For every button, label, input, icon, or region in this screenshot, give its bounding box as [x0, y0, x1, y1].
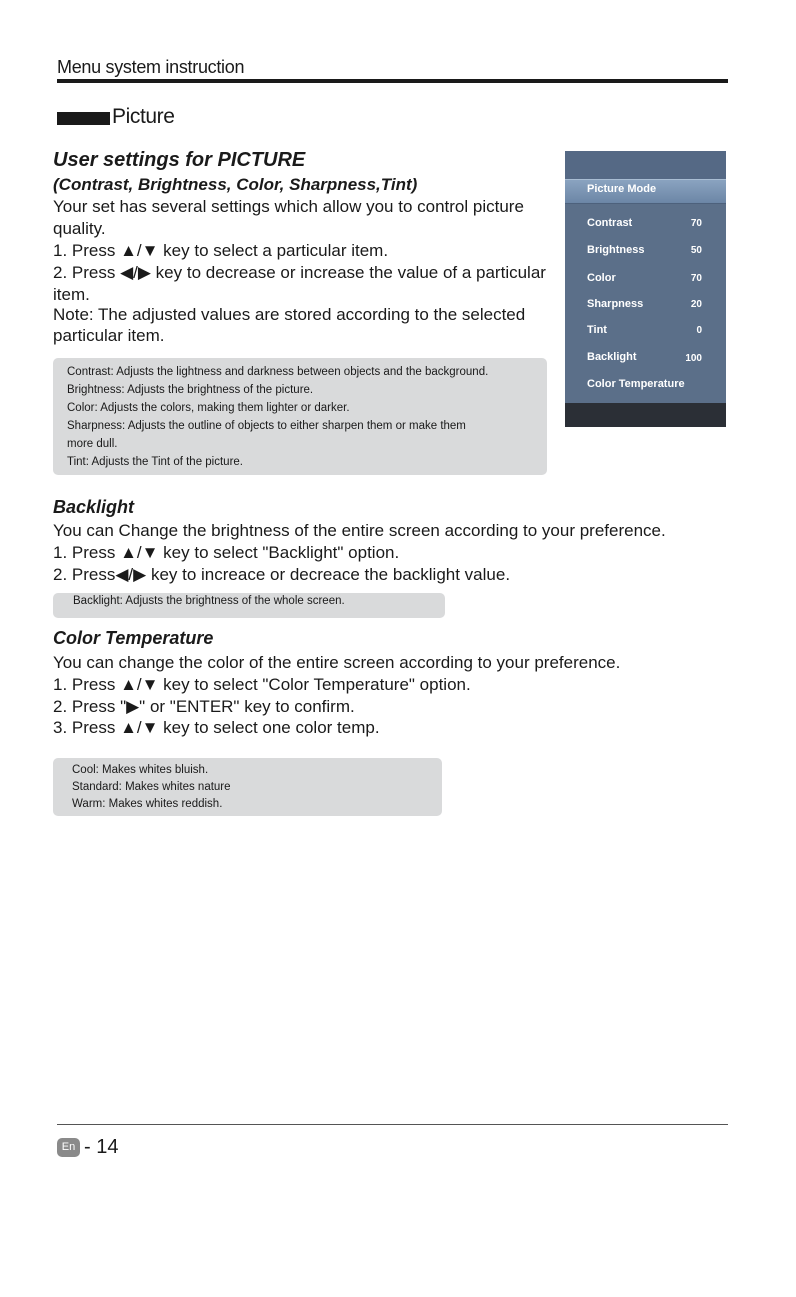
footer-divider: [57, 1124, 728, 1125]
user-settings-line: Your set has several settings which allow you to control picture: [53, 197, 524, 216]
section-marker-bar: [57, 112, 110, 125]
picture-note-box: [53, 358, 547, 475]
tv-menu-footer: [565, 403, 726, 427]
page-number: - 14: [84, 1136, 119, 1158]
tv-menu-item-label: Color Temperature: [587, 378, 685, 390]
user-settings-line: item.: [53, 285, 90, 304]
tv-menu-item-value: 50: [690, 245, 702, 256]
tv-menu-item-label: Sharpness: [587, 298, 644, 310]
tv-menu-item-value: 100: [685, 353, 702, 364]
user-settings-line: 2. Press ◀/▶ key to decrease or increase the value of a particular: [53, 263, 546, 282]
language-badge: En: [57, 1138, 80, 1157]
tv-picture-menu: [565, 151, 726, 427]
note-line: Brightness: Adjusts the brightness of the picture.: [67, 384, 314, 396]
tv-menu-item-label: Color: [587, 272, 616, 284]
user-settings-heading: User settings for PICTURE: [53, 149, 306, 171]
color-temperature-note-box: [53, 758, 442, 816]
color-temperature-line: 1. Press ▲/▼ key to select "Color Temperature" option.: [53, 675, 471, 694]
user-settings-line: Note: The adjusted values are stored according to the selected: [53, 305, 526, 324]
user-settings-line: 1. Press ▲/▼ key to select a particular item.: [53, 241, 389, 260]
backlight-line: You can Change the brightness of the entire screen according to your preference.: [53, 521, 666, 540]
tv-menu-item-value: 70: [690, 273, 702, 284]
page-header-title: Menu system instruction: [57, 57, 245, 77]
color-temperature-line: You can change the color of the entire screen according to your preference.: [53, 653, 621, 672]
tv-menu-item-label: Backlight: [587, 351, 637, 363]
user-settings-line: quality.: [53, 219, 106, 238]
tv-menu-picture-mode: Picture Mode: [587, 183, 657, 195]
tv-menu-item-label: Brightness: [587, 244, 645, 256]
backlight-line: 2. Press◀/▶ key to increace or decreace the backlight value.: [53, 565, 511, 584]
note-line: Cool: Makes whites bluish.: [72, 764, 209, 776]
backlight-note-box: [53, 593, 445, 618]
note-line: Contrast: Adjusts the lightness and darkness between objects and the background.: [67, 366, 489, 378]
backlight-heading: Backlight: [53, 497, 135, 517]
tv-menu-item-label: Contrast: [587, 217, 633, 229]
tv-menu-top: [565, 151, 726, 179]
color-temperature-line: 2. Press "▶" or "ENTER" key to confirm.: [53, 697, 355, 716]
header-divider: [57, 79, 728, 83]
tv-menu-item-label: Tint: [587, 324, 607, 336]
color-temperature-heading: Color Temperature: [53, 628, 214, 648]
user-settings-line: particular item.: [53, 326, 165, 345]
note-line: Backlight: Adjusts the brightness of the whole screen.: [73, 595, 345, 607]
note-line: Sharpness: Adjusts the outline of objects to either sharpen them or make them: [67, 420, 466, 432]
section-title: Picture: [112, 105, 175, 128]
tv-menu-item-value: 0: [696, 325, 702, 336]
note-line: more dull.: [67, 438, 118, 450]
note-line: Tint: Adjusts the Tint of the picture.: [67, 456, 243, 468]
tv-menu-item-value: 70: [690, 218, 702, 229]
note-line: Warm: Makes whites reddish.: [72, 798, 223, 810]
backlight-line: 1. Press ▲/▼ key to select "Backlight" option.: [53, 543, 400, 562]
color-temperature-line: 3. Press ▲/▼ key to select one color temp.: [53, 718, 380, 737]
tv-menu-item-value: 20: [690, 299, 702, 310]
note-line: Color: Adjusts the colors, making them lighter or darker.: [67, 402, 350, 414]
user-settings-subheading: (Contrast, Brightness, Color, Sharpness,Tint): [53, 175, 418, 194]
note-line: Standard: Makes whites nature: [72, 781, 231, 793]
